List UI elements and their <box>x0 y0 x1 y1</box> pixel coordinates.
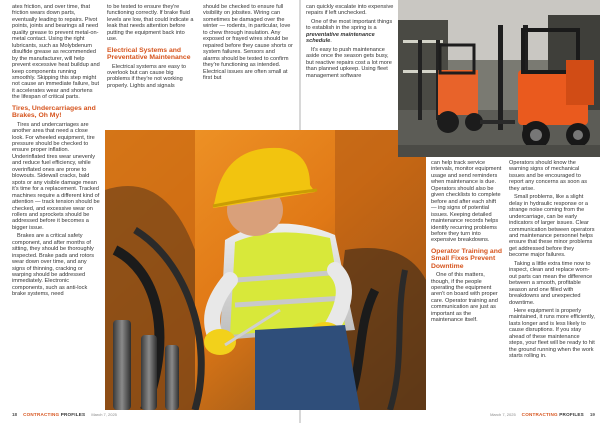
heading-tires: Tires, Undercarriages and Brakes, Oh My! <box>12 104 96 120</box>
right-footer <box>440 410 595 420</box>
paragraph: Here equipment is properly maintained, it runs more efficiently, lasts longer and is less likely to cause disruptions. If you stay ahead of these maintenance steps, your fleet will be ready to hit the ground running when the work starts rolling in. <box>509 307 595 360</box>
issue-date: March 7, 2025 <box>91 412 117 417</box>
left-footer <box>12 410 162 420</box>
left-column-1 <box>12 4 101 408</box>
heading-operator: Operator Training and Small Fixes Prevent Downtime <box>431 247 502 270</box>
paragraph: One of this matters, though, if the people operating the equipment aren't on board with proper care. Operator training and communication are just as important as the maintenance itself. <box>431 272 498 324</box>
right-column-3 <box>509 160 595 408</box>
paragraph: Tires and undercarriages are another area that need a close look. For wheeled equipment, tire pressure should be checked to ensure proper inflation. Underinflated tires wear unevenly and reduce fuel efficiency, while overinflated ones are prone to blowouts. Sidewall cracks, bald spots or any visible damage mean it's time for a replacement. Tracked machines require a different kind of attention — track tension should be checked, and excessive wear on rollers and sprockets should be addressed before it becomes a bigger issue. <box>12 121 100 231</box>
emphasis-schedule: preventative maintenance schedule <box>306 31 375 45</box>
paragraph: can quickly escalate into expensive repairs if left unchecked. <box>306 4 394 17</box>
page-number: 19 <box>589 412 595 417</box>
heading-electrical: Electrical Systems and Preventative Maintenance <box>107 46 191 62</box>
paragraph: can help track service intervals, monitor equipment usage and send reminders when maintenance is due. Operators should also be given checklists to complete before and after each shift — ing signs of potential issues. Keeping detailed maintenance records helps identify recurring problems before they turn into expensive breakdowns. <box>431 160 502 244</box>
paragraph: It's easy to push maintenance aside once the season gets busy, but reactive repairs cost a lot more than planned upkeep. Using fleet management software <box>306 46 392 79</box>
paragraph: ates friction, and over time, that friction wears down parts, eventually leading to repairs. Pivot points, joints and bearings all need quality grease to prevent metal-on-metal contact. Using the right lubricants, such as Molybdenum disulfide grease as recommended by the manufacturer, will help prevent excessive heat buildup and keep components running smoothly. Skipping this step might not cause an immediate failure, but it accelerates wear and shortens the lifespan of critical parts. <box>12 4 100 101</box>
left-column-2 <box>107 4 195 128</box>
paragraph: Small problems, like a slight delay in hydraulic response or a strange noise coming from the undercarriage, can be early indicators of larger issues. Clear communication between operators and maintenance personnel helps ensure that these minor problems get addressed before they become major failures. <box>509 194 595 259</box>
forklift-photo-icon <box>398 0 600 157</box>
paragraph: Electrical systems are easy to overlook but can cause big problems if they're not working properly. Lights and signals <box>107 63 186 89</box>
issue-date: March 7, 2025 <box>490 412 516 417</box>
paragraph: to be tested to ensure they're functioning correctly. If brake fluid levels are low, that could indicate a leak that needs attention before putting the equipment back into use. <box>107 4 194 43</box>
right-column-2 <box>431 160 503 408</box>
right-column-1 <box>306 4 394 128</box>
paragraph: Taking a little extra time now to inspect, clean and replace worn-out parts can mean the difference between a smooth, profitable season and one filled with breakdowns and unexpected downtime. <box>509 260 593 306</box>
page-number: 18 <box>12 412 18 417</box>
publication-logo: CONTRACTING PROFILES <box>23 412 86 417</box>
worker-photo-icon <box>105 130 426 410</box>
paragraph: One of the most important things to establish in the spring is a preventative maintenance schedule. <box>306 18 393 45</box>
left-column-3 <box>203 4 293 128</box>
paragraph: should be checked to ensure full visibility on jobsites. Wiring can sometimes be damaged over the winter — rodents, in particular, love to chew through insulation. Any exposed or frayed wires should be repaired before they cause shorts or system failures. Sensors and alarms should be tested to confirm they're functioning as intended. Electrical issues are often small at first but <box>203 4 293 81</box>
paragraph: Operators should know the warning signs of mechanical issues and be encouraged to report any concerns as soon as they arise. <box>509 160 588 192</box>
publication-logo: CONTRACTING PROFILES <box>521 412 584 417</box>
paragraph: Brakes are a critical safety component, and after months of sitting, they should be thoroughly inspected. Brake pads and rotors wear down over time, and any signs of thinning, cracking or warping should be addressed immediately. Electronic components, such as anti-lock brake systems, need <box>12 233 95 298</box>
